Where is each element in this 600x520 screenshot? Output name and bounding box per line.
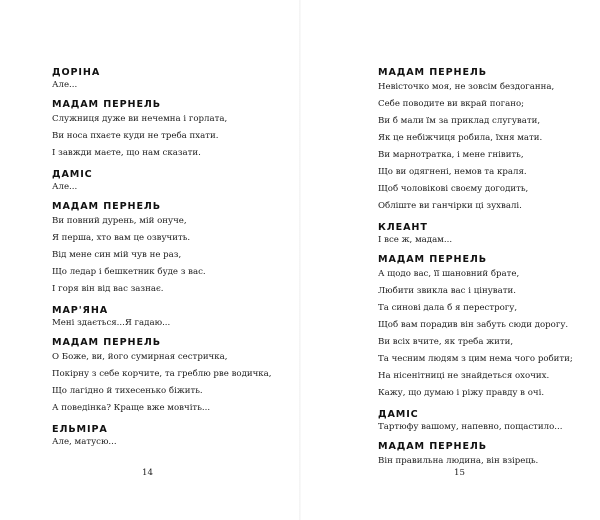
page-number-right: 15: [454, 468, 465, 478]
verse-line: Щоб чоловікові своєму догодить,: [378, 184, 529, 194]
speaker-name: МАДАМ ПЕРНЕЛЬ: [378, 254, 488, 265]
verse-line: Ви всіх вчите, як треба жити,: [378, 337, 514, 347]
verse-line: Любити звикла вас і цінувати.: [378, 286, 516, 296]
right-page: [300, 0, 600, 520]
speaker-name: ЕЛЬМІРА: [52, 424, 108, 435]
page-number-left: 14: [142, 468, 153, 478]
right-page-text: [378, 66, 593, 470]
verse-line: Та чесним людям з цим нема чого робити;: [378, 354, 573, 364]
speaker-name: ДАМІС: [52, 169, 93, 180]
prose-line: Але...: [52, 80, 78, 90]
verse-line: Щоб вам порадив він забуть сюди дорогу.: [378, 320, 569, 330]
verse-line: Ви носа пхаєте куди не треба пхати.: [52, 131, 219, 141]
prose-line: І все ж, мадам...: [378, 235, 453, 245]
verse-line: А поведінка? Краще вже мовчіть...: [52, 403, 211, 413]
verse-line: Що ледар і бешкетник буде з вас.: [52, 267, 206, 277]
speaker-name: ДОРІНА: [52, 67, 101, 78]
verse-line: Ви б мали їм за приклад слугувати,: [378, 116, 541, 126]
verse-line: Він правильна людина, він взірець.: [378, 456, 539, 466]
speaker-name: МАДАМ ПЕРНЕЛЬ: [52, 99, 162, 110]
left-page-text: [52, 66, 292, 449]
verse-line: І горя він від вас зазнає.: [52, 284, 164, 294]
speaker-name: МАДАМ ПЕРНЕЛЬ: [52, 337, 162, 348]
verse-line: Ви повний дурень, мій онуче,: [52, 216, 187, 226]
prose-line: Мені здається...Я гадаю...: [52, 318, 171, 328]
verse-line: Та синові дала б я перестрогу,: [378, 303, 518, 313]
speaker-name: КЛЕАНТ: [378, 222, 428, 233]
verse-line: О Боже, ви, його сумирная сестричка,: [52, 352, 228, 362]
verse-line: На нісенітниці не знайдеться охочих.: [378, 371, 550, 381]
verse-line: Покірну з себе корчите, та греблю рве водичка,: [52, 369, 272, 379]
prose-line: Але...: [52, 182, 78, 192]
verse-line: І завжди маєте, що нам сказати.: [52, 148, 201, 158]
prose-line: Тартюфу вашому, напевно, пощастило...: [378, 422, 563, 432]
verse-line: Від мене син мій чув не раз,: [52, 250, 182, 260]
verse-line: Кажу, що думаю і ріжу правду в очі.: [378, 388, 545, 398]
verse-line: Невісточко моя, не зовсім бездоганна,: [378, 82, 555, 92]
speaker-name: МАДАМ ПЕРНЕЛЬ: [52, 201, 162, 212]
speaker-name: ДАМІС: [378, 409, 419, 420]
verse-line: Обліште ви ганчірки ці зухвалі.: [378, 201, 522, 211]
verse-line: Себе поводите ви вкрай погано;: [378, 99, 525, 109]
speaker-name: МАДАМ ПЕРНЕЛЬ: [378, 441, 488, 452]
verse-line: Ви марнотратка, і мене гнівить,: [378, 150, 524, 160]
verse-line: Що лагідно й тихесенько біжить.: [52, 386, 203, 396]
speaker-name: МАР'ЯНА: [52, 305, 109, 316]
verse-line: Я перша, хто вам це озвучить.: [52, 233, 191, 243]
verse-line: Що ви одягнені, немов та краля.: [378, 167, 527, 177]
verse-line: Як це небіжчиця робила, їхня мати.: [378, 133, 543, 143]
speaker-name: МАДАМ ПЕРНЕЛЬ: [378, 67, 488, 78]
verse-line: Служниця дуже ви нечемна і горлата,: [52, 114, 228, 124]
verse-line: А щодо вас, її шановний брате,: [378, 269, 520, 279]
prose-line: Але, матусю...: [52, 437, 117, 447]
